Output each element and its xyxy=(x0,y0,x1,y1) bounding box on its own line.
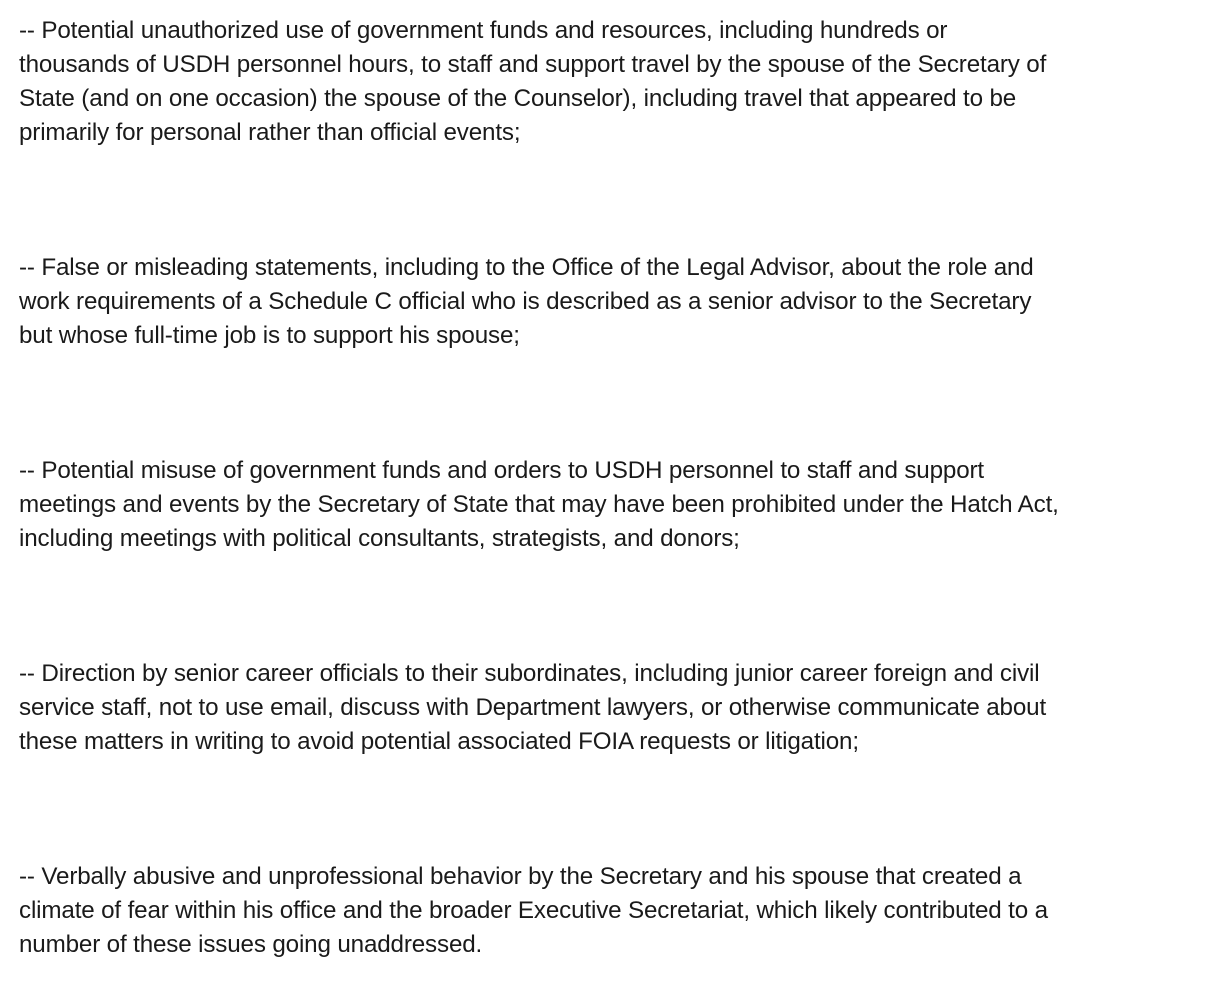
text-line: primarily for personal rather than official events; xyxy=(19,119,521,146)
text-line: meetings and events by the Secretary of State that may have been prohibited under the Hatch Act, xyxy=(19,491,1059,518)
text-line: service staff, not to use email, discuss with Department lawyers, or otherwise communicate about xyxy=(19,694,1047,721)
text-line: State (and on one occasion) the spouse of the Counselor), including travel that appeared to be xyxy=(19,85,1017,112)
text-line: -- Potential unauthorized use of government funds and resources, including hundreds or xyxy=(19,17,948,44)
text-line: -- False or misleading statements, including to the Office of the Legal Advisor, about the role and xyxy=(19,254,1034,281)
text-line: including meetings with political consultants, strategists, and donors; xyxy=(19,525,740,552)
text-line: number of these issues going unaddressed. xyxy=(19,931,483,958)
text-line: thousands of USDH personnel hours, to staff and support travel by the spouse of the Secretary of xyxy=(19,51,1047,78)
paragraph-avoid-written-communication xyxy=(19,657,1209,759)
text-line: climate of fear within his office and the broader Executive Secretariat, which likely contributed to a xyxy=(19,897,1048,924)
text-line: -- Direction by senior career officials to their subordinates, including junior career foreign and civil xyxy=(19,660,1040,687)
text-line: work requirements of a Schedule C official who is described as a senior advisor to the Secretary xyxy=(19,288,1032,315)
paragraph-abusive-behavior xyxy=(19,860,1209,962)
paragraph-hatch-act-misuse xyxy=(19,454,1209,556)
paragraph-unauthorized-use-of-funds xyxy=(19,14,1209,150)
text-line: but whose full-time job is to support his spouse; xyxy=(19,322,520,349)
text-line: these matters in writing to avoid potential associated FOIA requests or litigation; xyxy=(19,728,859,755)
paragraph-false-statements xyxy=(19,251,1209,353)
text-line: -- Potential misuse of government funds and orders to USDH personnel to staff and support xyxy=(19,457,984,484)
text-line: -- Verbally abusive and unprofessional behavior by the Secretary and his spouse that created a xyxy=(19,863,1022,890)
